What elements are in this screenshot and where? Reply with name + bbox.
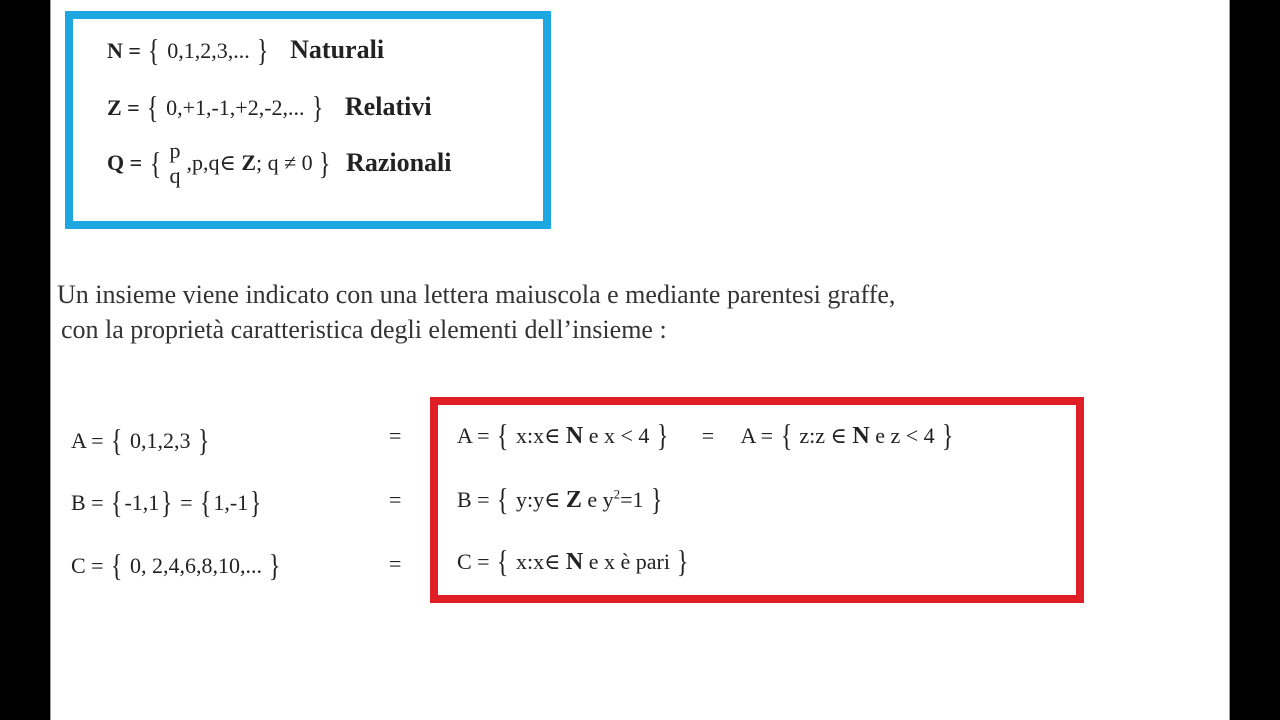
close-brace: } [650, 481, 663, 517]
set-symbol-z: Z [565, 487, 582, 513]
example-a-content: 0,1,2,3 [129, 428, 191, 453]
example-b-content-2: 1,-1 [213, 490, 249, 515]
close-brace: } [677, 543, 689, 579]
close-brace: } [257, 32, 269, 68]
example-a-lhs: A = [71, 428, 104, 453]
set-z-name: Relativi [344, 92, 432, 121]
set-z-row [107, 91, 432, 123]
set-q-row [107, 138, 452, 189]
document-page [50, 0, 1230, 720]
example-b-row [71, 486, 264, 518]
fraction-denominator: q [169, 163, 181, 189]
set-z-lhs: Z = [107, 95, 140, 120]
set-symbol-n: N [852, 423, 870, 449]
equals-sign-b: = [389, 487, 402, 512]
example-c-content: 0, 2,4,6,8,10,... [129, 553, 262, 578]
close-brace: } [318, 145, 331, 182]
open-brace: { [147, 89, 159, 125]
open-brace: { [111, 422, 123, 458]
example-c-row [71, 549, 283, 581]
set-n-lhs: N = [107, 38, 141, 63]
set-q-condition: ,p,q∈ Z; q ≠ 0 [186, 150, 313, 176]
property-a2-lhs: A = [740, 423, 774, 448]
example-c-lhs: C = [71, 553, 104, 578]
example-b-equals: = [180, 490, 193, 515]
description-line-1: Un insieme viene indicato con una lettera maiuscola e mediante parentesi graffe, [57, 280, 896, 309]
description-line-2: con la proprietà caratteristica degli elementi dell’insieme : [61, 315, 667, 344]
property-a-lhs: A = [457, 423, 490, 448]
exponent: 2 [613, 486, 621, 502]
property-a-row: A = { x:x∈ N e x < 4 } = A = { z:z ∈ N e z < 4 } [457, 417, 954, 453]
fraction-p-over-q [170, 138, 181, 189]
open-brace: { [150, 145, 162, 182]
open-brace: { [780, 417, 792, 453]
open-brace: { [148, 32, 160, 68]
close-brace: } [161, 484, 173, 520]
fraction-numerator: p [169, 138, 181, 163]
equals-sign-a: = [389, 423, 402, 448]
example-b-content-1: -1,1 [124, 490, 160, 515]
close-brace: } [656, 417, 669, 453]
close-brace: } [197, 422, 210, 458]
example-a-row [71, 424, 211, 456]
open-brace: { [111, 484, 123, 520]
equals-sign-c: = [389, 551, 402, 576]
open-brace: { [111, 547, 123, 583]
property-c-row: C = { x:x∈ N e x è pari } [457, 543, 689, 579]
set-n-name: Naturali [290, 35, 385, 64]
set-symbol-n: N [565, 549, 584, 575]
set-q-name: Razionali [346, 148, 452, 178]
set-q-lhs: Q = [107, 150, 143, 176]
example-b-lhs: B = [71, 490, 104, 515]
close-brace: } [269, 547, 281, 583]
set-n-row [107, 34, 384, 66]
open-brace: { [497, 417, 509, 453]
property-a-equals: = [701, 423, 715, 448]
set-z-content: 0,+1,-1,+2,-2,... [166, 95, 305, 120]
property-b-row: B = { y:y∈ Z e $y^2=1$ } [457, 481, 663, 517]
property-c-lhs: C = [457, 549, 490, 574]
open-brace: { [497, 481, 509, 517]
set-symbol-n: N [565, 423, 584, 449]
open-brace: { [497, 543, 509, 579]
close-brace: } [250, 484, 262, 520]
close-brace: } [942, 417, 954, 453]
close-brace: } [311, 89, 324, 125]
open-brace: { [199, 484, 212, 520]
set-n-content: 0,1,2,3,... [167, 38, 250, 63]
property-b-lhs: B = [457, 487, 490, 512]
